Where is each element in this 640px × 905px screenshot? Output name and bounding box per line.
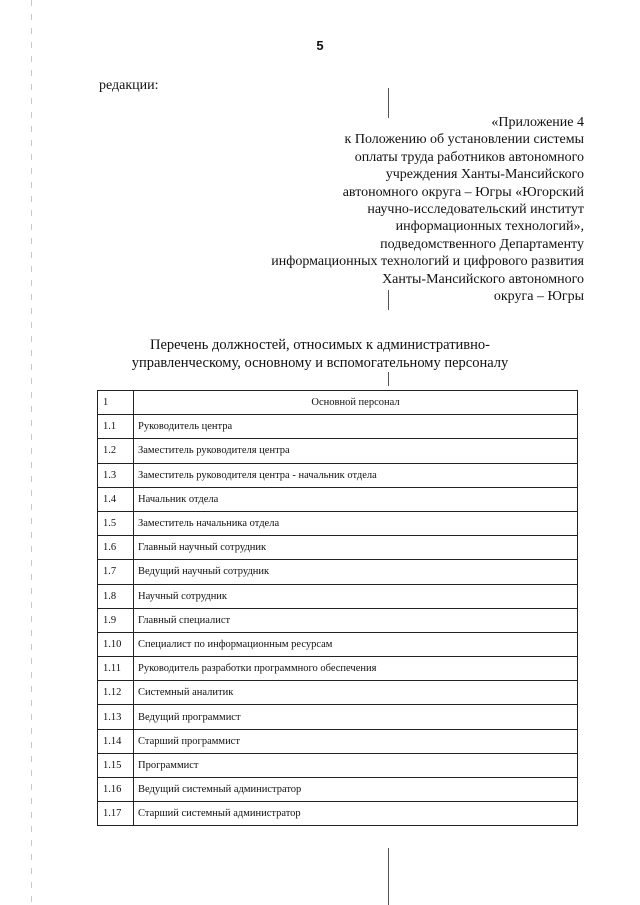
section-number: 1 — [98, 391, 134, 415]
row-title: Главный специалист — [134, 608, 578, 632]
row-number: 1.5 — [98, 511, 134, 535]
table-row — [98, 463, 578, 487]
table-row — [98, 657, 578, 681]
row-number: 1.3 — [98, 463, 134, 487]
table-row — [98, 511, 578, 535]
annex-line: Ханты-Мансийского автономного — [382, 271, 584, 287]
row-number: 1.7 — [98, 560, 134, 584]
table-row — [98, 802, 578, 826]
row-title: Ведущий системный администратор — [134, 778, 578, 802]
annex-line: информационных технологий и цифрового развития — [271, 254, 584, 270]
list-title-line: Перечень должностей, относимых к административно- — [150, 337, 490, 353]
row-title: Руководитель разработки программного обеспечения — [134, 657, 578, 681]
table-row — [98, 560, 578, 584]
annex-line: округа – Югры — [493, 289, 584, 305]
positions-table — [97, 390, 578, 826]
row-number: 1.17 — [98, 802, 134, 826]
table-row — [98, 608, 578, 632]
row-number: 1.1 — [98, 415, 134, 439]
row-title: Руководитель центра — [134, 415, 578, 439]
table-row — [98, 439, 578, 463]
row-number: 1.14 — [98, 729, 134, 753]
row-number: 1.10 — [98, 632, 134, 656]
list-title — [0, 336, 640, 372]
table-row — [98, 681, 578, 705]
row-title: Системный аналитик — [134, 681, 578, 705]
section-title: Основной персонал — [134, 391, 578, 415]
row-number: 1.6 — [98, 536, 134, 560]
row-title: Главный научный сотрудник — [134, 536, 578, 560]
row-title: Ведущий научный сотрудник — [134, 560, 578, 584]
row-title: Ведущий программист — [134, 705, 578, 729]
table-row — [98, 415, 578, 439]
row-title: Начальник отдела — [134, 487, 578, 511]
table-row — [98, 632, 578, 656]
row-number: 1.4 — [98, 487, 134, 511]
table-row — [98, 487, 578, 511]
annex-line: оплаты труда работников автономного — [354, 149, 584, 165]
scan-artifact-line — [388, 372, 389, 386]
row-title: Специалист по информационным ресурсам — [134, 632, 578, 656]
intro-text: редакции: — [99, 78, 159, 93]
scan-artifact-line — [388, 848, 389, 905]
row-number: 1.9 — [98, 608, 134, 632]
table-row — [98, 705, 578, 729]
annex-line: научно-исследовательский институт — [367, 202, 584, 218]
row-number: 1.12 — [98, 681, 134, 705]
annex-line: информационных технологий», — [395, 219, 584, 235]
page-number: 5 — [316, 38, 324, 53]
row-number: 1.15 — [98, 753, 134, 777]
row-title: Заместитель руководителя центра - начальник отдела — [134, 463, 578, 487]
row-number: 1.13 — [98, 705, 134, 729]
row-title: Научный сотрудник — [134, 584, 578, 608]
row-number: 1.2 — [98, 439, 134, 463]
row-number: 1.16 — [98, 778, 134, 802]
annex-line: автономного округа – Югры «Югорский — [342, 184, 584, 200]
table-row — [98, 584, 578, 608]
list-title-line: управленческому, основному и вспомогательному персоналу — [131, 355, 509, 371]
annex-line: к Положению об установлении системы — [344, 132, 584, 148]
row-title: Старший системный администратор — [134, 802, 578, 826]
annex-line: подведомственного Департаменту — [380, 236, 584, 252]
annex-heading — [224, 114, 584, 305]
row-title: Программист — [134, 753, 578, 777]
table-row — [98, 778, 578, 802]
annex-line: «Приложение 4 — [491, 115, 584, 130]
table-header-row — [98, 391, 578, 415]
scan-edge-artifact — [31, 0, 32, 905]
table-row — [98, 729, 578, 753]
row-number: 1.11 — [98, 657, 134, 681]
table-row — [98, 753, 578, 777]
table-row — [98, 536, 578, 560]
annex-line: учреждения Ханты-Мансийского — [385, 167, 584, 183]
row-title: Заместитель начальника отдела — [134, 511, 578, 535]
row-number: 1.8 — [98, 584, 134, 608]
row-title: Старший программист — [134, 729, 578, 753]
row-title: Заместитель руководителя центра — [134, 439, 578, 463]
